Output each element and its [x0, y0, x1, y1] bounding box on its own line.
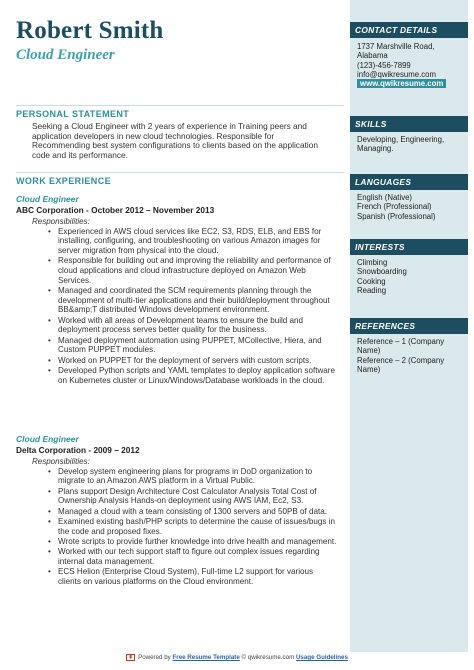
personal-statement-section [16, 105, 344, 119]
address-line: 1737 Marshville Road, [357, 42, 435, 51]
skills-text: Developing, Engineering, Managing. [357, 135, 445, 154]
references-list [357, 337, 467, 374]
pdf-icon: ▮ [126, 654, 135, 661]
skills-heading: SKILLS [350, 116, 468, 132]
contact-heading: CONTACT DETAILS [350, 22, 468, 38]
work-experience-section [16, 172, 344, 186]
languages-list [357, 193, 467, 221]
responsibilities-list [48, 467, 338, 587]
footer-copyright: © qwikresume.com [241, 654, 295, 662]
job-title: Cloud Engineer [16, 194, 79, 204]
email-link[interactable]: info@qwikresume.com [357, 69, 436, 79]
list-item: Reference – 2 (Company Name) [357, 355, 445, 374]
list-item: • Experienced in AWS cloud services like EC2, S3, RDS, ELB, and EBS for installing, configuring, and troubleshooting on various Amazon images for server migration from physical into the cloud. [48, 227, 338, 256]
job-company: Delta Corporation - 2009 – 2012 [16, 445, 140, 455]
phone-text: (123)-456-7899 [357, 60, 411, 70]
address-line: Alabama [357, 51, 388, 61]
work-experience-heading: WORK EXPERIENCE [16, 176, 112, 186]
list-item: • Examined existing bash/PHP scripts to determine the cause of issues/bugs in the code and proposed fixes. [48, 517, 338, 536]
list-item: • Wrote scripts to provide further knowledge into drive health and management. [48, 537, 338, 547]
responsibilities-label: Responsibilities: [32, 457, 90, 466]
list-item: Snowboarding [357, 267, 407, 277]
responsibilities-list [48, 227, 338, 386]
list-item: French (Professional) [357, 202, 432, 212]
list-item: • Worked with our tech support staff to figure out complex issues regarding internal data management. [48, 547, 338, 566]
footer-text: Powered by [138, 654, 171, 662]
list-item: Reference – 1 (Company Name) [357, 337, 445, 356]
contact-details [357, 42, 467, 88]
references-heading: REFERENCES [350, 318, 468, 334]
languages-heading: LANGUAGES [350, 174, 468, 190]
list-item: • Plans support Design Architecture Cost Calculator Analysis Total Cost of Ownership Analysis Hands-on deployment using AWS IAM, Ec2, S3. [48, 487, 338, 506]
list-item: Spanish (Professional) [357, 211, 436, 221]
list-item: English (Native) [357, 193, 413, 202]
list-item: • Worked with all areas of Development teams to ensure the build and deployment process serves better quality for the business. [48, 316, 338, 335]
list-item: • Managed and coordinated the SCM requirements planning through the development of multi-tier applications and their build/deployment throughout BB&amp;T distributed Windows development environment. [48, 286, 338, 315]
list-item: • Develop system engineering plans for programs in DoD organization to migrate to an Amazon AWS platform in a Virtual Public. [48, 467, 338, 486]
free-resume-template-link[interactable]: Free Resume Template [172, 654, 240, 662]
candidate-title: Cloud Engineer [16, 47, 115, 63]
interests-heading: INTERESTS [350, 239, 468, 255]
job-entry [16, 434, 344, 587]
list-item: Reading [357, 285, 387, 295]
list-item: • Developed Python scripts and YAML templates to deploy application software on Kubernetes cluster or Linux/Windows/Database workloads in the cloud. [48, 366, 338, 385]
personal-statement-text: Seeking a Cloud Engineer with 2 years of experience in Training peers and application developers in new cloud technologies. Responsible for Recommending best system configurations to clients based on the application code and its performance. [32, 121, 318, 160]
list-item: • Responsible for building out and improving the reliability and performance of cloud applications and cloud infrastructure deployed on Amazon Web Services. [48, 256, 338, 285]
footer [0, 654, 474, 661]
job-entry [16, 194, 344, 385]
responsibilities-label: Responsibilities: [32, 217, 90, 226]
usage-guidelines-link[interactable]: Usage Guidelines [295, 654, 348, 662]
job-company: ABC Corporation - October 2012 – November 2013 [16, 205, 215, 215]
personal-statement-heading: PERSONAL STATEMENT [16, 109, 130, 119]
list-item: • Managed a cloud with a team consisting of 1300 servers and 50PB of data. [48, 507, 338, 517]
job-title: Cloud Engineer [16, 434, 79, 444]
list-item: Climbing [357, 258, 388, 267]
list-item: Cooking [357, 276, 386, 286]
interests-list [357, 258, 467, 295]
list-item: • Worked on PUPPET for the deployment of servers with custom scripts. [48, 356, 338, 366]
candidate-name: Robert Smith [16, 17, 164, 44]
list-item: • ECS Helion (Enterprise Cloud System), Full-time L2 support for various clients on various platforms on the Cloud environment. [48, 567, 338, 586]
list-item: • Managed deployment automation using PUPPET, MCollective, Hiera, and Custom PUPPET modules. [48, 336, 338, 355]
website-link[interactable]: www.qwikresume.com [357, 79, 446, 88]
